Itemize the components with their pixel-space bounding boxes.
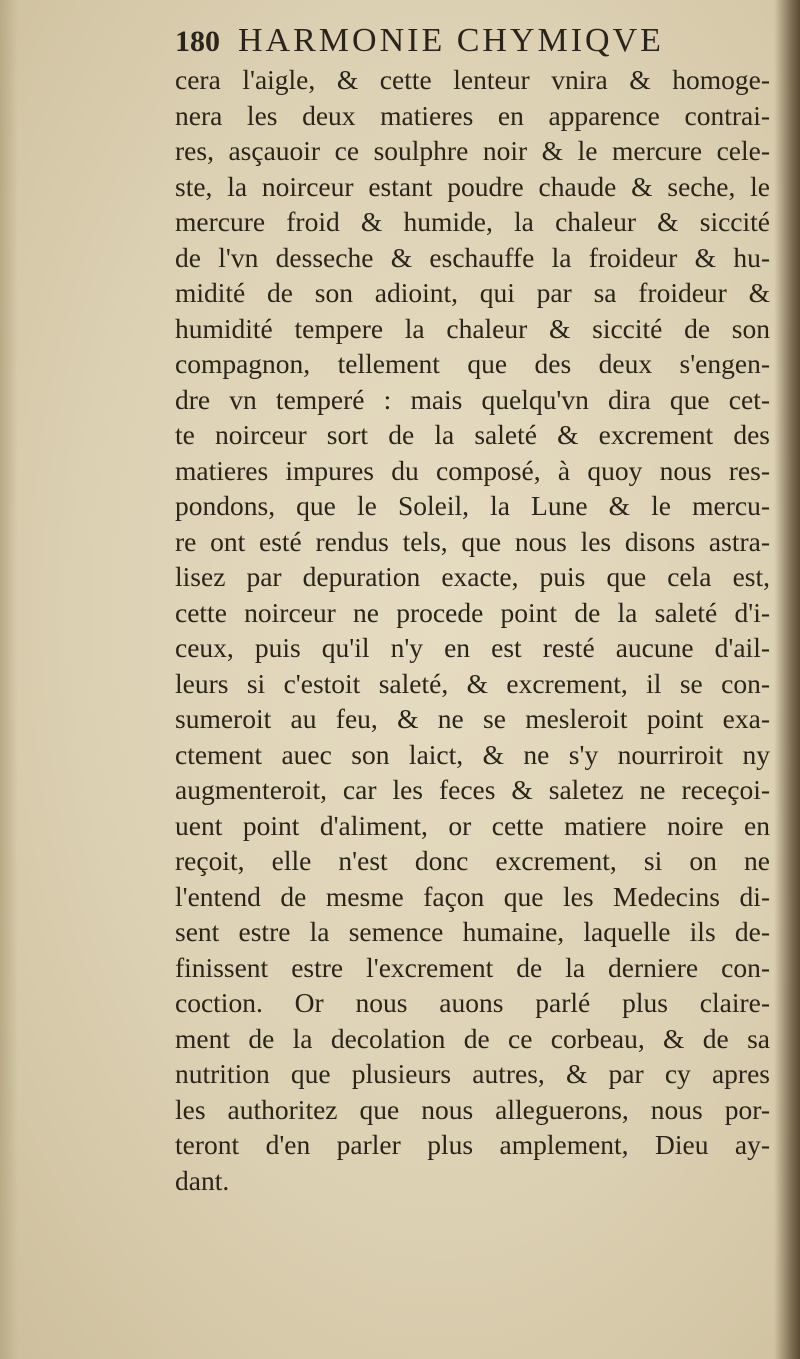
text-line: te noirceur sort de la saleté & excrement des bbox=[175, 419, 770, 450]
text-line: de l'vn desseche & eschauffe la froideur & hu- bbox=[175, 241, 770, 273]
text-line: dre vn temperé : mais quelqu'vn dira que cet- bbox=[175, 383, 770, 415]
text-line: reçoit, elle n'est donc excrement, si on ne bbox=[175, 845, 770, 876]
page-gutter-shadow bbox=[0, 0, 18, 1359]
text-line: sumeroit au feu, & ne se mesleroit point exa- bbox=[175, 703, 770, 734]
text-line: leurs si c'estoit saleté, & excrement, il se con- bbox=[175, 667, 770, 699]
text-line: ste, la noirceur estant poudre chaude & seche, le bbox=[175, 170, 770, 202]
text-line: ment de la decolation de ce corbeau, & de sa bbox=[175, 1022, 770, 1054]
text-line: matieres impures du composé, à quoy nous res- bbox=[175, 454, 770, 486]
text-line: cette noirceur ne procede point de la saleté d'i- bbox=[175, 596, 770, 628]
body-text bbox=[175, 62, 770, 1198]
text-line: midité de son adioint, qui par sa froideur & bbox=[175, 277, 770, 308]
page-edge bbox=[774, 0, 800, 1359]
text-line: lisez par depuration exacte, puis que cela est, bbox=[175, 561, 770, 592]
text-line: re ont esté rendus tels, que nous les disons astra- bbox=[175, 525, 770, 557]
text-line: mercure froid & humide, la chaleur & siccité bbox=[175, 206, 770, 237]
text-line: teront d'en parler plus amplement, Dieu ay- bbox=[175, 1129, 770, 1160]
page-number: 180 bbox=[175, 25, 220, 58]
text-line: ceux, puis qu'il n'y en est resté aucune d'ail- bbox=[175, 632, 770, 663]
text-line: pondons, que le Soleil, la Lune & le mercu- bbox=[175, 490, 770, 521]
text-line: finissent estre l'excrement de la derniere con- bbox=[175, 951, 770, 983]
text-line: humidité tempere la chaleur & siccité de son bbox=[175, 312, 770, 344]
text-line: nutrition que plusieurs autres, & par cy apres bbox=[175, 1058, 770, 1089]
text-line: dant. bbox=[175, 1164, 230, 1196]
text-line: cera l'aigle, & cette lenteur vnira & homoge- bbox=[175, 64, 770, 95]
text-line: l'entend de mesme façon que les Medecins di- bbox=[175, 880, 770, 912]
text-line: ctement auec son laict, & ne s'y nourriroit ny bbox=[175, 738, 770, 770]
text-line: nera les deux matieres en apparence contrai- bbox=[175, 99, 770, 131]
running-title: HARMONIE CHYMIQVE bbox=[238, 22, 664, 59]
text-line: augmenteroit, car les feces & saletez ne receçoi- bbox=[175, 774, 770, 805]
text-line: compagnon, tellement que des deux s'engen- bbox=[175, 348, 770, 379]
text-line: coction. Or nous auons parlé plus claire- bbox=[175, 987, 770, 1018]
text-line: uent point d'aliment, or cette matiere noire en bbox=[175, 809, 770, 841]
text-line: les authoritez que nous alleguerons, nous por- bbox=[175, 1093, 770, 1125]
text-line: sent estre la semence humaine, laquelle ils de- bbox=[175, 916, 770, 947]
text-line: res, asçauoir ce soulphre noir & le mercure cele- bbox=[175, 135, 770, 166]
